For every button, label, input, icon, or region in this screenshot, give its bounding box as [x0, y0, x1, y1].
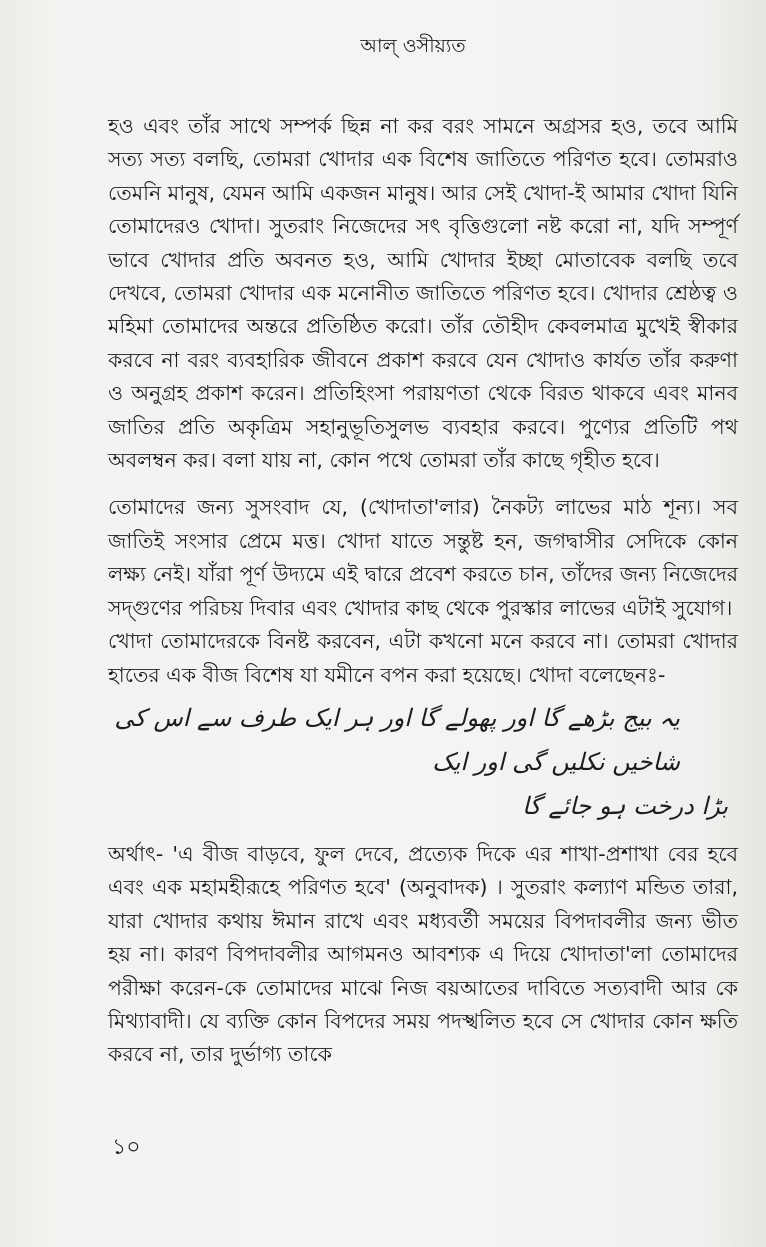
paragraph-1: হও এবং তাঁর সাথে সম্পর্ক ছিন্ন না কর বরং সামনে অগ্রসর হও, তবে আমি সত্য সত্য বলছি, তোমরা খোদার এক বিশেষ জাতিতে পরিণত হবে। তোমরাও তেমনি মানুষ, যেমন আমি একজন মানুষ। আর সেই খোদা-ই আমার খোদা যিনি তোমাদেরও খোদা। সুতরাং নিজেদের সৎ বৃত্তিগুলো নষ্ট করো না, যদি সম্পূর্ণ ভাবে খোদার প্রতি অবনত হও, আমি খোদার ইচ্ছা মোতাবেক বলছি তবে দেখবে, তোমরা খোদার এক মনোনীত জাতিতে পরিণত হবে। খোদার শ্রেষ্ঠত্ব ও মহিমা তোমাদের অন্তরে প্রতিষ্ঠিত করো। তাঁর তৌহীদ কেবলমাত্র মুখেই স্বীকার করবে না বরং ব্যবহারিক জীবনে প্রকাশ করবে যেন খোদাও কার্যত তাঁর করুণা ও অনুগ্রহ প্রকাশ করেন। প্রতিহিংসা পরায়ণতা থেকে বিরত থাকবে এবং মানব জাতির প্রতি অকৃত্রিম সহানুভূতিসুলভ ব্যবহার করবে। পুণ্যের প্রতিটি পথ অবলম্বন কর। বলা যায় না, কোন পথে তোমরা তাঁর কাছে গৃহীত হবে। — [108, 114, 738, 473]
paragraph-4: অর্থাৎ- 'এ বীজ বাড়বে, ফুল দেবে, প্রত্যেক দিকে এর শাখা-প্রশাখা বের হবে এবং এক মহামহীরূহে পরিণত হবে' (অনুবাদক) । সুতরাং কল্যাণ মন্ডিত তারা, যারা খোদার কথায় ঈমান রাখে এবং মধ্যবর্তী সময়ের বিপদাবলীর জন্য ভীত হয় না। কারণ বিপদাবলীর আগমনও আবশ্যক এ দিয়ে খোদাতা'লা তোমাদের পরীক্ষা করেন-কে তোমাদের মাঝে নিজ বয়আতের দাবিতে সত্যবাদী আর কে মিথ্যাবাদী। যে ব্যক্তি কোন বিপদের সময় পদস্খলিত হবে সে খোদার কোন ক্ষতি করবে না, তার দুর্ভাগ্য তাকে — [108, 841, 738, 1067]
body-text — [108, 110, 738, 1072]
running-title: আল্ ওসীয়্যত — [360, 35, 466, 57]
page-number: ১০ — [112, 1135, 141, 1160]
paragraph-3: খোদা তোমাদেরকে বিনষ্ট করবেন, এটা কখনো মনে করবে না। তোমরা খোদার হাতের এক বীজ বিশেষ যা যমীনে বপন করা হয়েছে। খোদা বলেছেনঃ- — [108, 629, 738, 687]
paragraph-2: তোমাদের জন্য সুসংবাদ যে, (খোদাতা'লার) নৈকট্য লাভের মাঠ শূন্য। সব জাতিই সংসার প্রেমে মত্ত। খোদা যাতে সন্তুষ্ট হন, জগদ্বাসীর সেদিকে কোন লক্ষ্য নেই। যাঁরা পূর্ণ উদ্যমে এই দ্বারে প্রবেশ করতে চান, তাঁদের জন্য নিজেদের সদ্‌গুণের পরিচয় দিবার এবং খোদার কাছ থেকে পুরস্কার লাভের এটাই সুযোগ। — [108, 495, 738, 620]
urdu-quote-line-2: بڑا درخت ہو جائے گا — [522, 791, 728, 820]
urdu-quote — [108, 696, 738, 828]
urdu-quote-line-1: یہ بیج بڑھے گا اور پھولے گا اور ہر ایک طرف سے اس کی شاخیں نکلیں گی اور ایک — [114, 703, 680, 776]
